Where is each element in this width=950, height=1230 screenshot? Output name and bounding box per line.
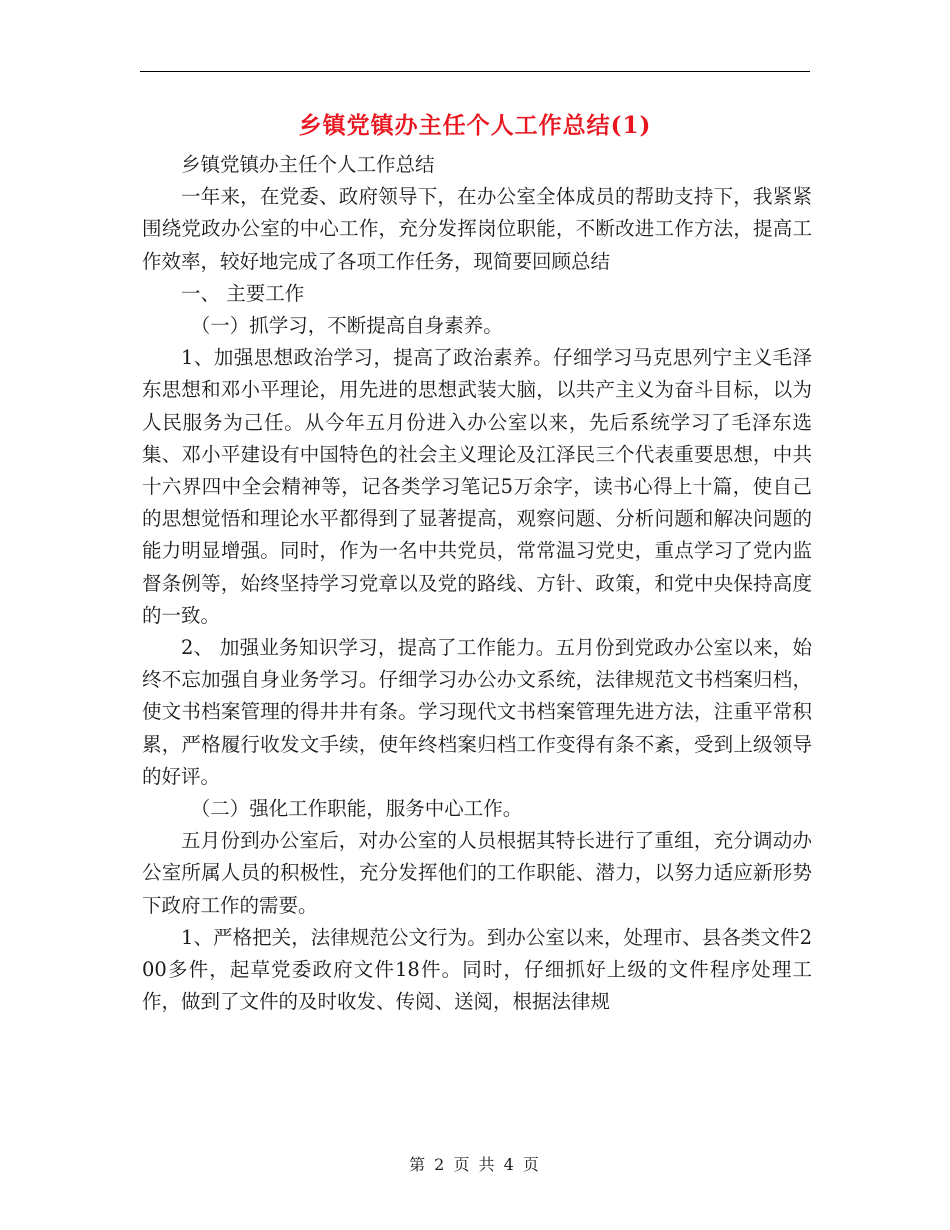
paragraph-intro: 一年来，在党委、政府领导下，在办公室全体成员的帮助支持下，我紧紧围绕党政办公室的中心工作，充分发挥岗位职能，不断改进工作方法，提高工作效率，较好地完成了各项工作任务，现简要回顾总结 (142, 185, 812, 273)
paragraph-business-study: 2、 加强业务知识学习，提高了工作能力。五月份到党政办公室以来，始终不忘加强自身业务学习。仔细学习办公办文系统，法律规范文书档案归档，使文书档案管理的得井井有条。学习现代文书档案管理先进方法，注重平常积累，严格履行收发文手续，使年终档案归档工作变得有条不紊，受到上级领导的好评。 (142, 636, 812, 788)
paragraph-political-study: 1、加强思想政治学习，提高了政治素养。仔细学习马克思列宁主义毛泽东思想和邓小平理论，用先进的思想武装大脑，以共产主义为奋斗目标，以为人民服务为己任。从今年五月份进入办公室以来，先后系统学习了毛泽东选集、邓小平建设有中国特色的社会主义理论及江泽民三个代表重要思想，中共十六界四中全会精神等，记各类学习笔记5万余字，读书心得上十篇，使自己的思想觉悟和理论水平都得到了显著提高，观察问题、分析问题和解决问题的能力明显增强。同时，作为一名中共党员，常常温习党史，重点学习了党内监督条例等，始终坚持学习党章以及党的路线、方针、政策，和党中央保持高度的一致。 (142, 346, 812, 627)
subsection-heading-functions: （二）强化工作职能，服务中心工作。 (190, 797, 523, 821)
header-rule (140, 71, 810, 72)
subsection-heading-study: （一）抓学习，不断提高自身素养。 (190, 314, 503, 338)
document-title: 乡镇党镇办主任个人工作总结(1) (298, 112, 652, 139)
page-footer: 第 2 页 共 4 页 (409, 1155, 541, 1174)
document-body (142, 149, 812, 1018)
section-heading-main-work: 一、 主要工作 (181, 281, 305, 305)
paragraph-document-handling: 1、严格把关，法律规范公文行为。到办公室以来，处理市、县各类文件200多件，起草党委政府文件18件。同时，仔细抓好上级的文件程序处理工作，做到了文件的及时收发、传阅、送阅，根据法律规 (142, 925, 812, 1014)
paragraph-office-reorg: 五月份到办公室后，对办公室的人员根据其特长进行了重组，充分调动办公室所属人员的积极性，充分发挥他们的工作职能、潜力，以努力适应新形势下政府工作的需要。 (142, 829, 812, 917)
paragraph-subtitle: 乡镇党镇办主任个人工作总结 (181, 153, 435, 176)
